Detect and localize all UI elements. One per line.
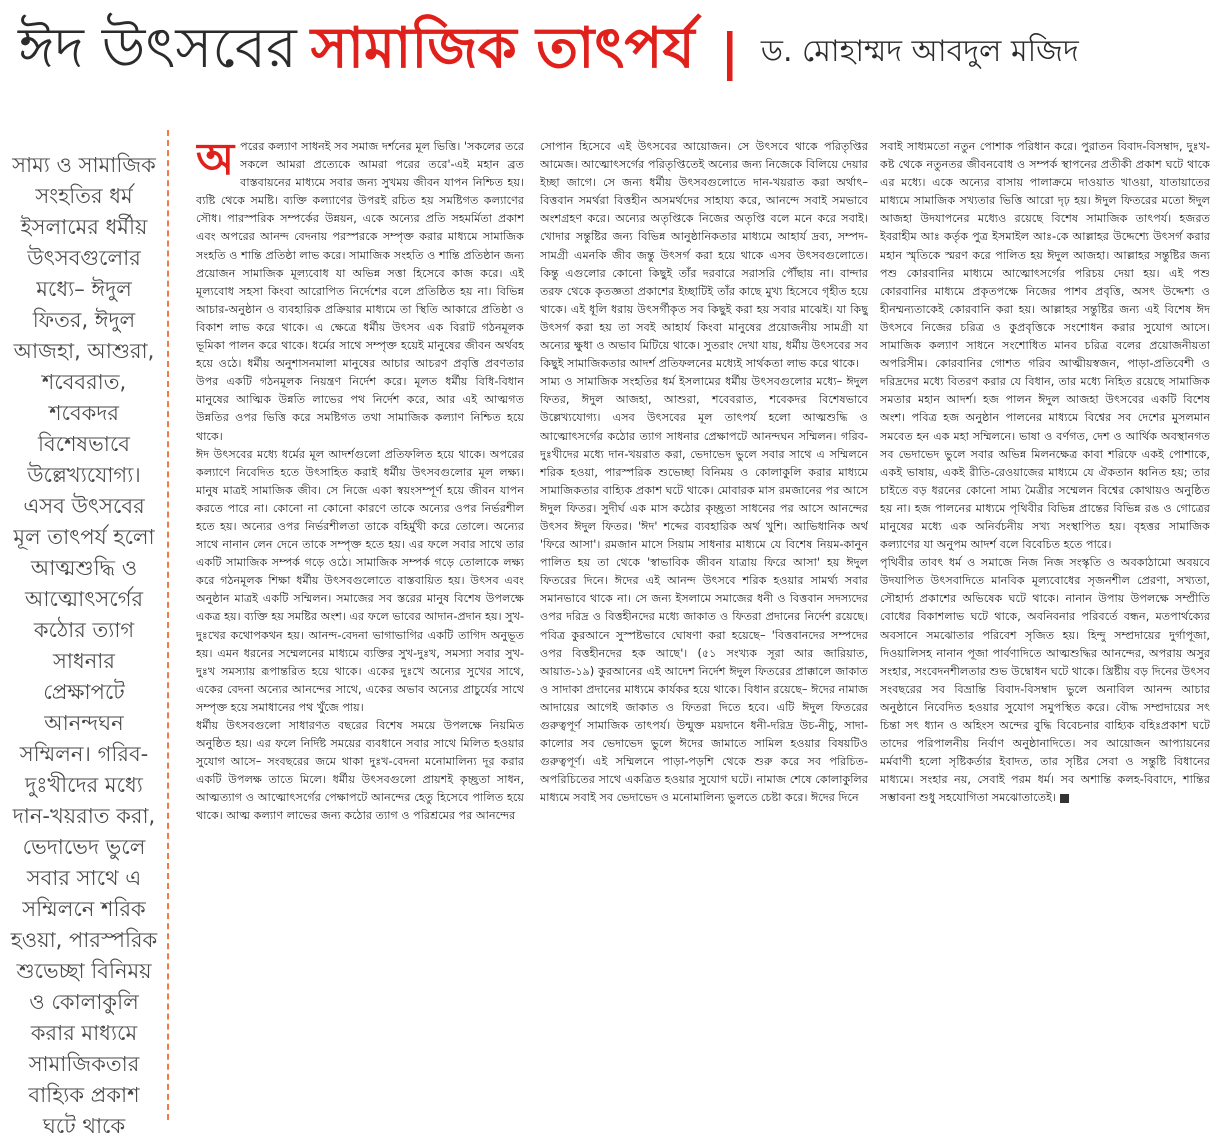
paragraph: ঈদ উৎসবের মধ্যে ধর্মের মূল আদর্শগুলো প্রতিফলিত হয়ে থাকে। অপরের কল্যাণে নিবেদিত হতে উৎসাহিত করাই ধর্মীয় উৎসবগুলোর মূল লক্ষ্য। মানুষ মাত্রই সামাজিক জীব। সে নিজে একা স্বয়ংসম্পূর্ণ হয়ে জীবন যাপন করতে পারে না। কোনো না কোনো কারণে তাকে অন্যের ওপর নির্ভরশীল হতে হয়। অন্যের ওপর নির্ভরশীলতা তাকে বহির্মুখী করে তোলে। অন্যের সাথে নানান লেন দেনে তাকে সম্পৃক্ত হতে হয়। এর ফলে সবার সাথে তার একটি সামাজিক সম্পর্ক গড়ে ওঠে। সামাজিক সম্পর্ক গড়ে তোলাকে লক্ষ্য করে গঠনমূলক শিক্ষা ধর্মীয় উৎসবগুলোতে বাস্তবায়িত হয়। উৎসব এবং অনুষ্ঠান মাত্রই একটি সম্মিলন। সমাজের সব স্তরের মানুষ বিশেষ উপলক্ষে একত্র হয়। ব্যক্তি হয় সমষ্টির অংশ। এর ফলে ভাবের আদান-প্রদান হয়। সুখ-দুঃখের কথোপকথন হয়। আনন্দ-বেদনা ভাগাভাগির একটি তাগিদ অনুভূত হয়। এমন ধরনের সম্মেলনের মাধ্যমে ব্যক্তির সুখ-দুঃখ, সমস্যা সবার সুখ-দুঃখ সমস্যায় রূপান্তরিত হয়ে থাকে। একের দুঃখে অন্যের সুখের সাথে, একের বেদনা অন্যের আনন্দের সাথে, একের অভাব অন্যের প্রাচুর্যের সাথে সম্পৃক্ত হয়ে সমাধানের পথ খুঁজে পায়।	[196, 447, 524, 714]
paragraph: ধর্মীয় উৎসবগুলো সাধারণত বছরের বিশেষ সময়ে উপলক্ষে নিয়মিত অনুষ্ঠিত হয়। এর ফলে নির্দিষ্ট সময়ের ব্যবধানে সবার সাথে মিলিত হওয়ার সুযোগ আসে– সংবছরের জমে থাকা দুঃখ-বেদনা মনোমালিন্য দূর করার একটি উপলক্ষ তাতে মিলে। ধর্মীয় উৎসবগুলো প্রায়শই কৃচ্ছ্রতা সাধন, আত্মত্যাগ ও আত্মোৎসর্গের পেক্ষাপটে আনন্দের হেতু হিসেবে পালিত হয়ে থাকে। আত্ম কল্যাণ লাভের জন্য কঠোর ত্যাগ ও পরিশ্রমের পর আনন্দের	[196, 719, 524, 823]
headline-title-part2: সামাজিক তাৎপর্য	[310, 16, 695, 81]
paragraph: সাম্য ও সামাজিক সংহতির ধর্ম ইসলামের ধর্মীয় উৎসবগুলোর মধ্যে– ঈদুল ফিতর, ঈদুল আজহা, আশুরা, শবেবরাত, শবেকদর বিশেষভাবে উল্লেখ্যযোগ্য। এসব উৎসবের মূল তাৎপর্য হলো আত্মশুদ্ধি ও আত্মোৎসর্গের কঠোর ত্যাগ সাধনার প্রেক্ষাপটে আনন্দঘন সম্মিলন। গরিব-দুঃখীদের মধ্যে দান-খয়রাত করা, ভেদাভেদ ভুলে সবার সাথে এ সম্মিলনে শরিক হওয়া, পারস্পরিক শুভেচ্ছা বিনিময় ও কোলাকুলি করার মাধ্যমে সামাজিকতার বাহ্যিক প্রকাশ ঘটে থাকে। মোবারক মাস রমজানের পর আসে ঈদুল ফিতর। সুদীর্ঘ এক মাস কঠোর কৃচ্ছ্রতা সাধনের পর আসে আনন্দের উৎসব ঈদুল ফিতর। 'ঈদ' শব্দের ব্যবহারিক অর্থ খুশি। আভিধানিক অর্থ 'ফিরে আসা'। রমজান মাসে সিয়াম সাধনার মাধ্যমে যে বিশেষ নিয়ম-কানুন পালিত হয় তা থেকে 'স্বাভাবিক জীবন যাত্রায় ফিরে আসা' হয় ঈদুল ফিতরের দিনে। ঈদের এই আনন্দ উৎসবে শরিক হওয়ার সামর্থ্য সবার সমানভাবে থাকে না। সে জন্য ইসলামে সমাজের ধনী ও বিত্তবান সদস্যদের ওপর দরিদ্র ও বিত্তহীনদের মধ্যে জাকাত ও ফিতরা প্রদানের নির্দেশ রয়েছে। পবিত্র কুরআনে সুস্পষ্টভাবে ঘোষণা করা হয়েছে– 'বিত্তবানদের সম্পদের ওপর বিত্তহীনদের হক আছে'। (৫১ সংখ্যক সূরা আর জারিয়াত, আয়াত-১৯) কুরআনের এই আদেশ নির্দেশ ঈদুল ফিতরের প্রাক্কালে জাকাত ও সাদাকা প্রদানের মাধ্যমে কার্যকর হয়ে থাকে। বিধান রয়েছে– ঈদের নামাজ আদায়ের আগেই জাকাত ও ফিতরা দিতে হবে। এটি ঈদুল ফিতরের গুরুত্বপূর্ণ সামাজিক তাৎপর্য। উন্মুক্ত ময়দানে ধনী-দরিদ্র উচ-নীচু, সাদা- কালোর সব ভেদাভেদ ভুলে ঈদের জামাতে সামিল হওয়ার বিষয়টিও গুরুত্বপূর্ণ। এই সম্মিলনে পাড়া-পড়শি থেকে শুরু করে সব পরিচিত-অপরিচিতের সাথে একত্রিত হওয়ার সুযোগ ঘটে। নামাজ শেষে কোলাকুলির মাধ্যমে সবাই সব ভেদাভেদ ও মনোমালিন্য ভুলতে চেষ্টা করে। ঈদের দিনে	[540, 375, 868, 805]
headline-title-part1: ঈদ উৎসবের	[18, 16, 297, 81]
pull-quote: সাম্য ও সামাজিক সংহতির ধর্ম ইসলামের ধর্মীয় উৎসবগুলোর মধ্যে– ঈদুল ফিতর, ঈদুল আজহা, আশুরা, শবেবরাত, শবেকদর বিশেষভাবে উল্লেখ্যযোগ্য। এসব উৎসবের মূল তাৎপর্য হলো আত্মশুদ্ধি ও আত্মোৎসর্গের কঠোর ত্যাগ সাধনার প্রেক্ষাপটে আনন্দঘন সম্মিলন। গরিব-দুঃখীদের মধ্যে দান-খয়রাত করা, ভেদাভেদ ভুলে সবার সাথে এ সম্মিলনে শরিক হওয়া, পারস্পরিক শুভেচ্ছা বিনিময় ও কোলাকুলি করার মাধ্যমে সামাজিকতার বাহ্যিক প্রকাশ ঘটে থাকে	[10, 153, 158, 1138]
article-column-3	[880, 138, 1210, 1128]
dashed-divider	[167, 130, 169, 1120]
headline-separator: |	[720, 23, 739, 81]
end-mark	[1060, 794, 1069, 803]
author-byline: ড. মোহাম্মদ আবদুল মজিদ	[760, 33, 1079, 69]
paragraph: সবাই সাধ্যমতো নতুন পোশাক পরিধান করে। পুরাতন বিবাদ-বিসম্বাদ, দুঃখ-কষ্ট থেকে নতুনতর জীবনবোধ ও সম্পর্ক স্থাপনের প্রতীকী প্রকাশ ঘটে থাকে এর মধ্যে। একে অন্যের বাসায় পালাক্রমে দাওয়াত খাওয়া, যাতায়াতের মাধ্যমে সামাজিক সখ্যতার ভিত্তি আরো দৃঢ় হয়। ঈদুল ফিতরের মতো ঈদুল আজহা উদযাপনের মধ্যেও রয়েছে বিশেষ সামাজিক তাৎপর্য। হজরত ইবরাহীম আঃ কর্তৃক পুত্র ইসমাইল আঃ-কে আল্লাহর উদ্দেশ্যে উৎসর্গ করার মহান স্মৃতিকে স্মরণ করে পালিত হয় ঈদুল আজহা। আল্লাহর সন্তুষ্টির জন্য পশু কোরবানির মাধ্যমে আত্মোৎসর্গের পরিচয় দেয়া হয়। এই পশু কোরবানির মাধ্যমে প্রকৃতপক্ষে নিজের পাশব প্রবৃত্তি, অসৎ উদ্দেশ্য ও হীনম্মন্যতাকেই কোরবানি করা হয়। আল্লাহর সন্তুষ্টির জন্য এই বিশেষ ঈদ উৎসবে নিজের চরিত্র ও কুপ্রবৃত্তিকে সংশোধন করার সুযোগ আসে। সামাজিক কল্যাণ সাধনে সংশোধিত মানব চরিত্র বলের প্রয়োজনীয়তা অপরিসীম। কোরবানির গোশত গরিব আত্মীয়স্বজন, পাড়া-প্রতিবেশী ও দরিদ্রদের মধ্যে বিতরণ করার যে বিধান, তার মধ্যে নিহিত রয়েছে সামাজিক সমতার মহান আদর্শ। হজ পালন ঈদুল আজহা উৎসবের একটি বিশেষ অংশ। পবিত্র হজ অনুষ্ঠান পালনের মাধ্যমে বিশ্বের সব দেশের মুসলমান সমবেত হন এক মহা সম্মিলনে। ভাষা ও বর্ণগত, দেশ ও আর্থিক অবস্থানগত সব ভেদাভেদ ভুলে সবার অভিন্ন মিলনক্ষেত্র কাবা শরিফে একই পোশাকে, একই ভাষায়, একই রীতি-রেওয়াজের মাধ্যমে যে ঐকতান ধ্বনিত হয়; তার চাইতে বড় ধরনের কোনো সাম্য মৈত্রীর সম্মেলন বিশ্বের কোথায়ও অনুষ্ঠিত হয় না। হজ পালনের মাধ্যমে পৃথিবীর বিভিন্ন প্রান্তের বিভিন্ন রঙ ও গোত্রের মানুষের মধ্যে এক অনির্বচনীয় সখ্য সংস্থাপিত হয়। বৃহত্তর সামাজিক কল্যাণের যা অনুপম আদর্শ বলে বিবেচিত হতে পারে।	[880, 140, 1210, 552]
article-column-2	[540, 138, 868, 1128]
paragraph-text: পৃথিবীর তাবৎ ধর্ম ও সমাজে নিজ নিজ সংস্কৃতি ও অবকাঠামো অবয়বে উদযাপিত উৎসবাদিতে মানবিক মূল্যবোধের সৃজনশীল প্রেরণা, সখ্যতা, সৌহার্দ্য প্রকাশের অভিষেক ঘটে থাকে। নানান উপায় উপলক্ষে সম্প্রীতি বোধের বিকাশলাভ ঘটে থাকে, অবনিবনার পরিবর্তে বন্ধন, মতপার্থক্যের অবসানে সমঝোতার পরিবেশ সৃজিত হয়। হিন্দু সম্প্রদায়ের দুর্গাপূজা, দিওয়ালিসহ নানান পূজা পার্বণাদিতে আত্মশুদ্ধির আনন্দের, অপরায় অসুর সংহার, সংবেদনশীলতার শুভ উদ্বোধন ঘটে থাকে। খ্রিষ্টীয় বড় দিনের উৎসব সংবছরের সব বিভ্রান্তি বিবাদ-বিসম্বাদ ভুলে অনাবিল আনন্দ আচার অনুষ্ঠানে নিবেদিত হওয়ার সুযোগ সমুপস্থিত করে। বৌদ্ধ সম্প্রদায়ের সৎ চিন্তা সৎ ধ্যান ও অহিংস অন্দের বুদ্ধি বিবেচনার বাহ্যিক বহিঃপ্রকাশ ঘটে তাদের পরিপালনীয় নির্বাণ অনুষ্ঠানাদিতে। সব আয়োজন আপ্যায়নের মর্মবাণী হলো সৃষ্টিকর্তার ইবাদত, তার সৃষ্টির সেবা ও সন্তুষ্টি বিধানের মাধ্যমে। সংহার নয়, সেবাই পরম ধর্ম। সব অশান্তি কলহ-বিবাদে, শান্তির সম্ভাবনা শুধু সহযোগিতা সমঝোতাতেই।	[880, 556, 1210, 805]
paragraph: পরের কল্যাণ সাধনই সব সমাজ দর্শনের মূল ভিত্তি। 'সকলের তরে সকলে আমরা প্রত্যেকে আমরা পরের তরে'-এই মহান ব্রত বাস্তবায়নের মাধ্যমে সবার জন্য সুখময় জীবন যাপন নিশ্চিত হয়। ব্যষ্টি থেকে সমষ্টি। ব্যক্তি কল্যাণের উপরই রচিত হয় সমষ্টিগত কল্যাণের সৌধ। পারস্পরিক সম্পর্কের উন্নয়ন, একে অন্যের প্রতি সহমর্মিতা প্রকাশ এবং অপরের আনন্দ বেদনায় পরস্পরকে সম্পৃক্ত করার মাধ্যমে সামাজিক সংহতি ও শান্তি প্রতিষ্ঠা লাভ করে। সামাজিক সংহতি ও শান্তি প্রতিষ্ঠান জন্য প্রয়োজন সামাজিক মূল্যবোধ যা অভিন্ন সত্তা হিসেবে কাজ করে। এই মূল্যবোধ সহসা কিংবা আরোপিত নির্দেশের বলে প্রতিষ্ঠিত হয় না। বিভিন্ন আচার-অনুষ্ঠান ও ব্যবহারিক প্রক্রিয়ার মাধ্যমে তা স্থিতি আকারে প্রতিষ্ঠা ও বিকাশ লাভ করে থাকে। এ ক্ষেত্রে ধর্মীয় উৎসব এক বিরাট গঠনমূলক ভূমিকা পালন করে থাকে। ধর্মের সাথে সম্পৃক্ত হয়েই মানুষের জীবন অর্থবহ হয়ে ওঠে। ধর্মীয় অনুশাসনমালা মানুষের আচার আচরণ প্রবৃত্তি প্রবণতার উপর একটি গঠনমূলক নিয়ন্ত্রণ নির্দেশ করে। মূলত ধর্মীয় বিধি-বিধান মানুষের আত্মিক উন্নতি লাভের পথ নির্দেশ করে, আর এই আত্মগত উন্নতির ওপর ভিত্তি করে সমষ্টিগত তথা সামাজিক কল্যাণ নিশ্চিত হয়ে থাকে।	[196, 140, 524, 443]
paragraph: সোপান হিসেবে এই উৎসবের আয়োজন। সে উৎসবে থাকে পরিতৃপ্তির আমেজ। আত্মোৎসর্গের পরিতৃপ্তিতেই অন্যের জন্য নিজেকে বিলিয়ে দেয়ার ইচ্ছা জাগে। সে জন্য ধর্মীয় উৎসবগুলোতে দান-খয়রাত করা অর্থাৎ– বিত্তবান সমর্থরা বিত্তহীন অসমর্থদের সাহায্য করে, আনন্দে সবাই সমভাবে অংশগ্রহণ করে। অন্যের অতৃপ্তিকে নিজের অতৃপ্তি বলে মনে করে সবাই। খোদার সন্তুষ্টির জন্য বিভিন্ন আনুষ্ঠানিকতার মাধ্যমে আহার্য দ্রব্য, সম্পদ-সামগ্রী এমনকি জীব জন্তু উৎসর্গ করা হয়ে থাকে এসব উৎসবগুলোতে। কিন্তু এগুলোর কোনো কিছুই তাঁর দরবারে সরাসরি পৌঁছায় না। বান্দার তরফ থেকে কৃতজ্ঞতা প্রকাশের ইচ্ছাটিই তাঁর কাছে মুখ্য হিসেবে গৃহীত হয়ে থাকে। এই ধূলি ধরায় উৎসর্গীকৃত সব কিছুই করা হয় সবার মাঝেই। যা কিছু উৎসর্গ করা হয় তা সবই আহার্য কিংবা মানুষের প্রয়োজনীয় সামগ্রী যা অন্যের ক্ষুধা ও অভাব মিটিয়ে থাকে। সুতরাং দেখা যায়, ধর্মীয় উৎসবের সব কিছুই সামাজিকতার আদর্শ প্রতিফলনের মধ্যেই সার্থকতা লাভ করে থাকে।	[540, 140, 868, 371]
article-column-1	[196, 138, 524, 1128]
paragraph	[880, 554, 1210, 807]
drop-cap: অ	[196, 138, 235, 185]
headline	[18, 8, 1218, 96]
